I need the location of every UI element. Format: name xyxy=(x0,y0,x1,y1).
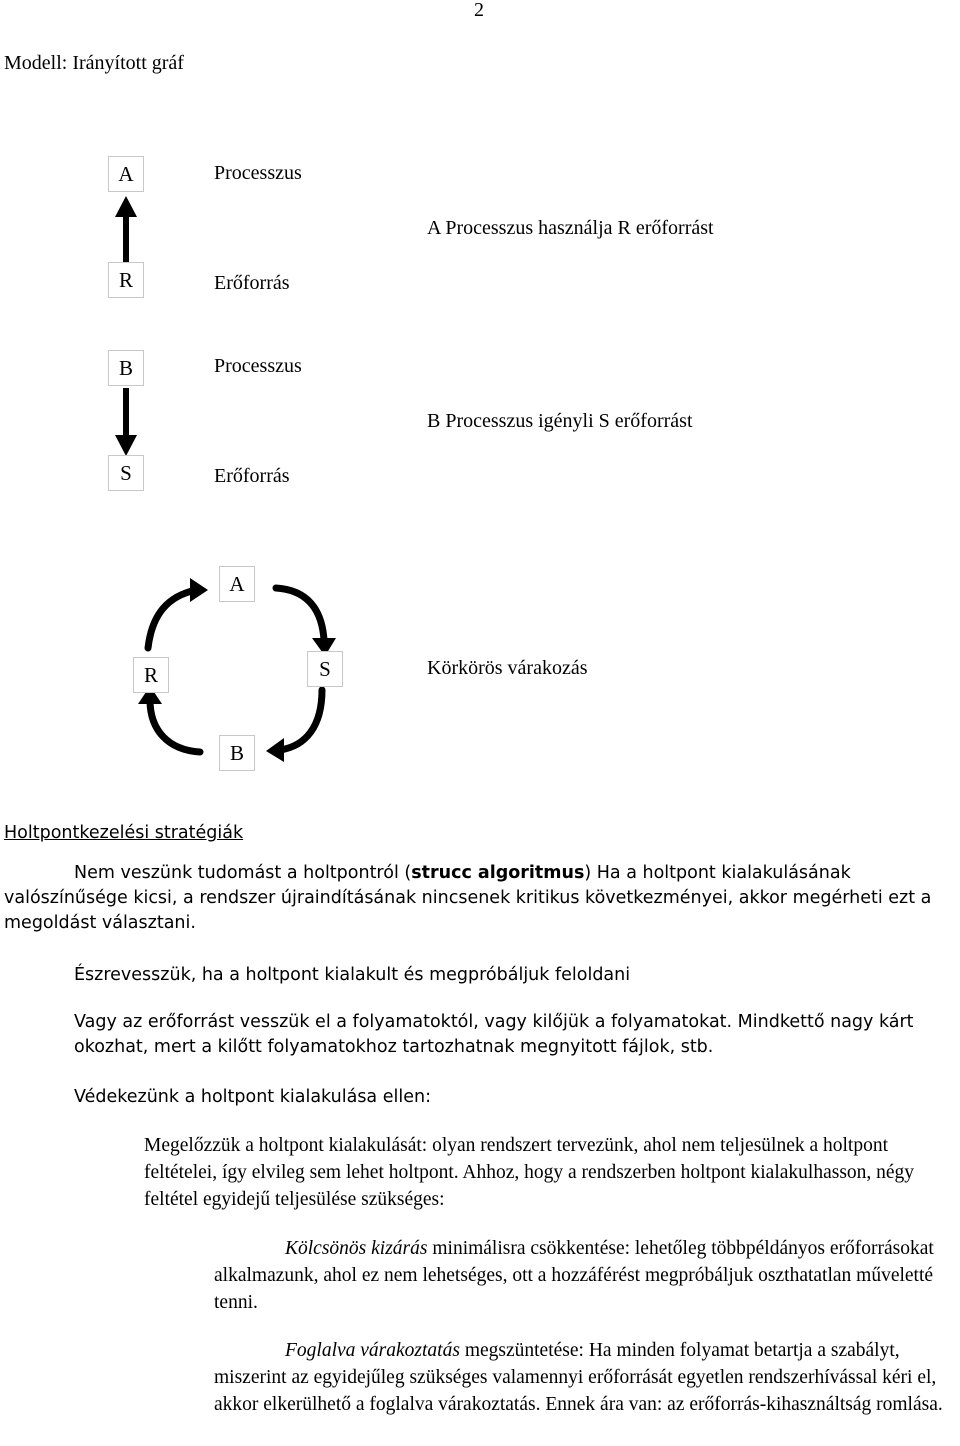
paragraph-ostrich xyxy=(4,861,960,936)
diagram1-caption: A Processzus használja R erőforrást xyxy=(427,217,714,239)
arrow-up-icon xyxy=(115,196,137,262)
paragraph-prevent-heading: Védekezünk a holtpont kialakulása ellen: xyxy=(74,1087,431,1107)
p7-rest: megszüntetése: Ha minden folyamat betartja a szabályt, miszerint az egyidejűleg szükséges valamennyi erőforrását egyetlen rendszerhívással kéri el, akkor elkerülhető a foglalva várakoztatás. Ennek ára van: az erőforrás-kihasználtság romlása. xyxy=(214,1340,943,1415)
cycle-arrows-icon xyxy=(148,588,324,752)
page-number: 2 xyxy=(474,0,484,21)
paragraph-prevention: Megelőzzük a holtpont kialakulását: olyan rendszert tervezünk, ahol nem teljesülnek a holtpont feltételei, így elvileg sem lehet holtpont. Ahhoz, hogy a rendszerben holtpont kialakulhasson, négy feltétel egyidejű teljesülése szükséges: xyxy=(144,1135,915,1210)
cycle-node-s: S xyxy=(307,651,343,687)
node-r: R xyxy=(108,262,144,298)
paragraph-recover: Vagy az erőforrást vesszük el a folyamatoktól, vagy kilőjük a folyamatokat. Mindkettő nagy kárt okozhat, mert a kilőtt folyamatokhoz tartozhatnak megnyitott fájlok, stb. xyxy=(74,1012,914,1057)
p6-rest: minimálisra csökkentése: lehetőleg többpéldányos erőforrásokat alkalmazunk, ahol ez nem lehetséges, ott a hozzáférést megpróbáljuk oszthatatlan műveletté tenni. xyxy=(214,1238,934,1313)
diagram3-caption: Körkörös várakozás xyxy=(427,657,588,679)
paragraph-mutual-exclusion xyxy=(214,1235,956,1316)
cycle-node-b: B xyxy=(219,735,255,771)
process-label: Processzus xyxy=(214,355,302,377)
arrow-down-icon xyxy=(115,388,137,456)
model-title: Modell: Irányított gráf xyxy=(4,52,184,74)
p7-italic: Foglalva várakoztatás xyxy=(285,1340,460,1361)
diagram2-caption: B Processzus igényli S erőforrást xyxy=(427,410,693,432)
node-s: S xyxy=(108,455,144,491)
paragraph-detect: Észrevesszük, ha a holtpont kialakult és megpróbáljuk feloldani xyxy=(74,965,631,985)
node-a: A xyxy=(108,156,144,192)
p1-after: ) Ha a holtpont kialakulásának valószínűsége kicsi, a rendszer újraindításának nincsenek kritikus következményei, akkor megérheti ezt a megoldást választani. xyxy=(4,863,932,933)
node-b: B xyxy=(108,350,144,386)
p1-before: Nem veszünk tudomást a holtpontról ( xyxy=(74,863,412,883)
p6-italic: Kölcsönös kizárás xyxy=(285,1238,428,1259)
section-heading: Holtpontkezelési stratégiák xyxy=(4,823,244,843)
resource-label: Erőforrás xyxy=(214,272,290,294)
cycle-node-a: A xyxy=(219,566,255,602)
resource-label: Erőforrás xyxy=(214,465,290,487)
paragraph-hold-and-wait xyxy=(214,1337,956,1418)
p1-bold: strucc algoritmus xyxy=(411,863,585,883)
process-label: Processzus xyxy=(214,162,302,184)
cycle-node-r: R xyxy=(133,657,169,693)
